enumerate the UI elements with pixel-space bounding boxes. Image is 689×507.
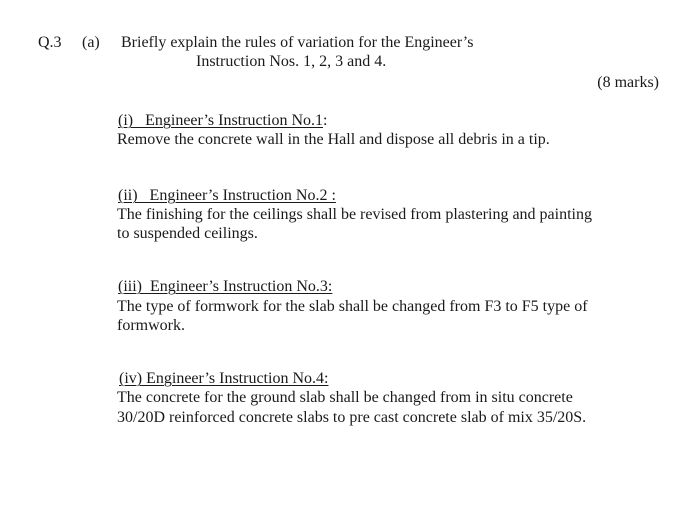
instruction-4-line-2: 30/20D reinforced concrete slabs to pre cast concrete slab of mix 35/20S.: [117, 409, 587, 426]
instruction-2-line-2: to suspended ceilings.: [117, 225, 258, 242]
question-part: (a): [82, 34, 100, 51]
question-number: Q.3: [38, 34, 62, 51]
question-prompt-line2: Instruction Nos. 1, 2, 3 and 4.: [196, 53, 387, 70]
instruction-1-line-1: Remove the concrete wall in the Hall and dispose all debris in a tip.: [117, 131, 550, 148]
instruction-3-heading: (iii) Engineer’s Instruction No.3:: [118, 278, 333, 295]
instruction-4-heading: (iv) Engineer’s Instruction No.4:: [119, 370, 329, 387]
instruction-3-line-2: formwork.: [117, 317, 185, 334]
instruction-4-line-1: The concrete for the ground slab shall be changed from in situ concrete: [117, 389, 573, 406]
instruction-1-title: (i) Engineer’s Instruction No.1: [118, 112, 323, 129]
instruction-2-line-1: The finishing for the ceilings shall be revised from plastering and painting: [117, 206, 592, 223]
question-prompt-line1: Briefly explain the rules of variation for the Engineer’s: [121, 34, 474, 51]
instruction-1-heading: [118, 112, 327, 130]
instruction-3-line-1: The type of formwork for the slab shall be changed from F3 to F5 type of: [117, 298, 588, 315]
instruction-1-colon: :: [323, 112, 328, 129]
instruction-2-heading: (ii) Engineer’s Instruction No.2 :: [118, 187, 336, 204]
marks-label: (8 marks): [597, 74, 659, 91]
